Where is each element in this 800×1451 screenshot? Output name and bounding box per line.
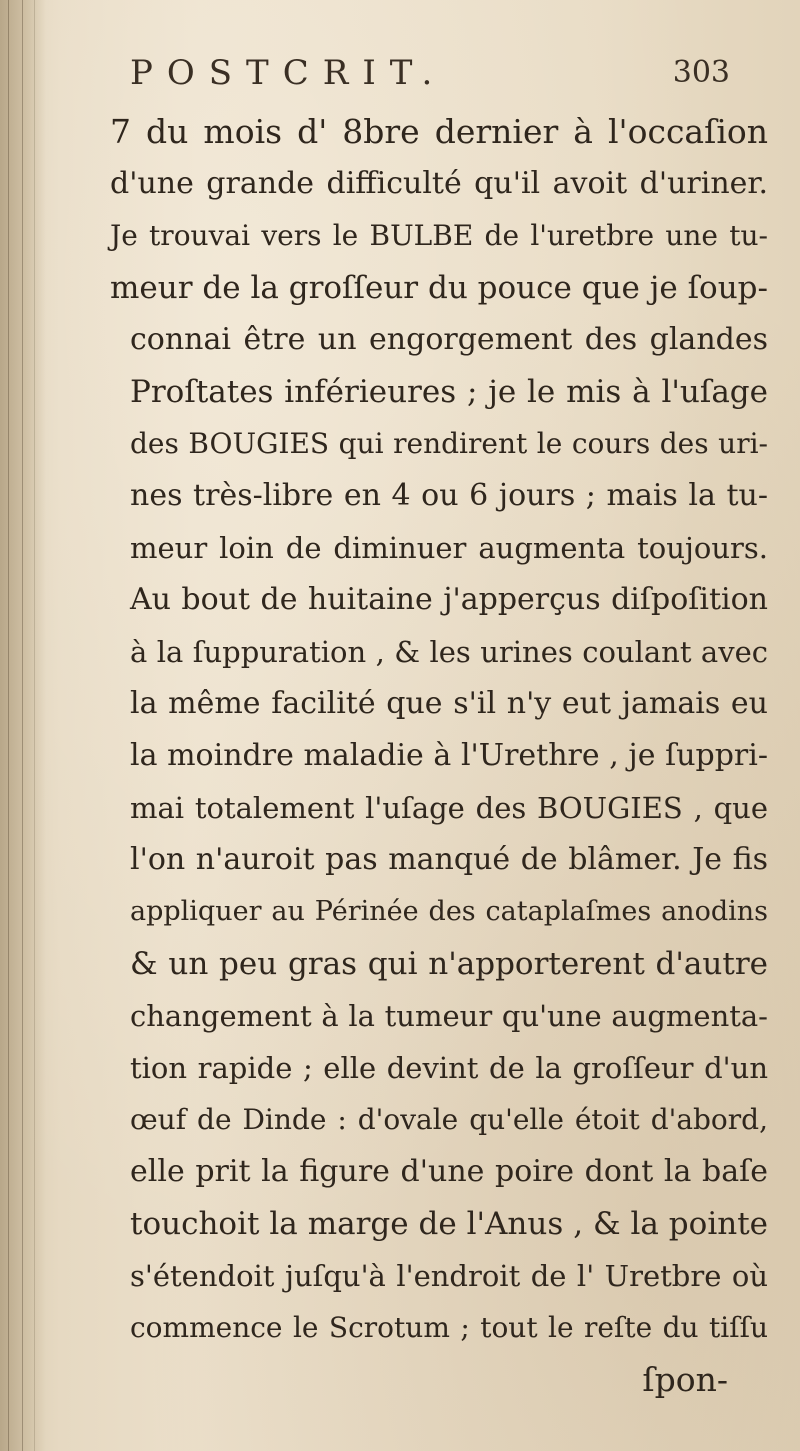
text-line: mai totalement l'uſage des BOUGIES , que	[130, 791, 768, 825]
text-line: à la ſuppuration , & les urines coulant avec	[130, 635, 768, 669]
text-line: meur loin de diminuer augmenta toujours.	[130, 531, 768, 565]
text-line: & un peu gras qui n'apporterent d'autre	[130, 946, 768, 982]
page-number: 303	[672, 55, 730, 90]
text-line: nes très-libre en 4 ou 6 jours ; mais la tu-	[130, 478, 768, 513]
page-gutter	[0, 0, 46, 1451]
body-text	[48, 106, 768, 1406]
text-line: Au bout de huitaine j'apperçus diſpoſition	[130, 582, 768, 617]
text-line: la même facilité que s'il n'y eut jamais eu	[130, 686, 768, 721]
text-line: la moindre maladie à l'Urethre , je ſuppri-	[130, 738, 768, 773]
text-line: Proſtates inférieures ; je le mis à l'uſage	[130, 374, 768, 410]
page-header	[130, 50, 730, 96]
catchword: ſpon-	[642, 1360, 728, 1399]
text-line: appliquer au Périnée des cataplaſmes anodins	[130, 896, 768, 927]
text-line: Je trouvai vers le BULBE de l'uretbre une tu-	[110, 219, 768, 252]
text-line: l'on n'auroit pas manqué de blâmer. Je fis	[130, 842, 768, 877]
text-line: des BOUGIES qui rendirent le cours des uri-	[130, 427, 768, 460]
gutter-edge-line	[22, 0, 23, 1451]
text-line: elle prit la figure d'une poire dont la baſe	[130, 1154, 768, 1189]
text-line: tion rapide ; elle devint de la groſſeur d'un	[130, 1051, 768, 1085]
running-head: POSTCRIT.	[130, 53, 447, 93]
text-line: œuf de Dinde : d'ovale qu'elle étoit d'abord,	[130, 1103, 768, 1136]
gutter-edge-line	[8, 0, 9, 1451]
text-line: s'étendoit juſqu'à l'endroit de l' Uretbre où	[130, 1259, 768, 1293]
gutter-edge-line	[34, 0, 35, 1451]
text-line: touchoit la marge de l'Anus , & la pointe	[130, 1206, 768, 1242]
text-line: d'une grande difficulté qu'il avoit d'uriner.	[110, 166, 768, 201]
text-line: meur de la groſſeur du pouce que je ſoup-	[110, 270, 768, 306]
text-line: connai être un engorgement des glandes	[130, 322, 768, 357]
text-line: commence le Scrotum ; tout le reſte du tiſſu	[130, 1311, 768, 1344]
text-line: 7 du mois d' 8bre dernier à l'occaſion	[110, 112, 768, 151]
text-line: changement à la tumeur qu'une augmenta-	[130, 999, 768, 1033]
